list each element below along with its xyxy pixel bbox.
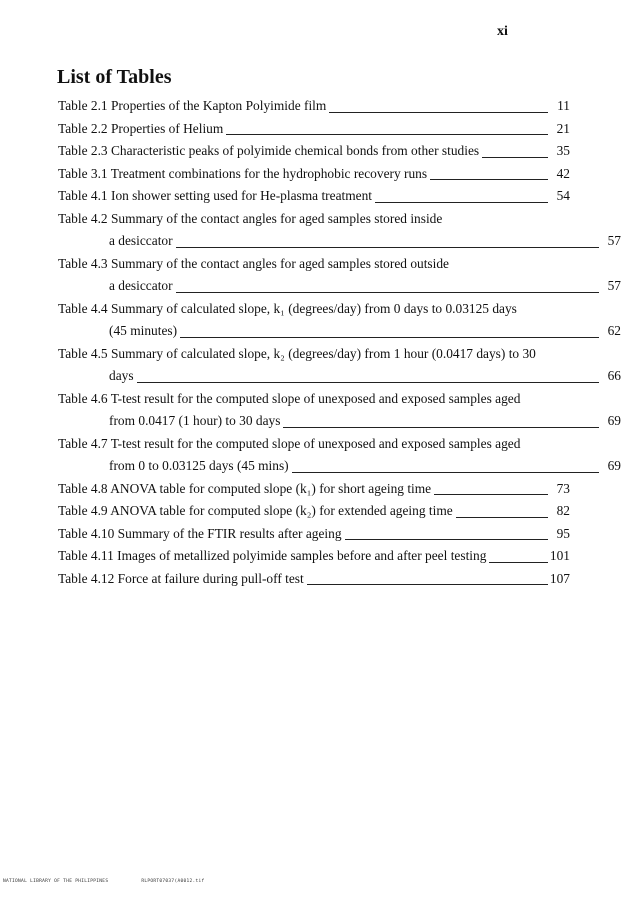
leader-line — [482, 157, 548, 158]
toc-entry-line — [0, 163, 570, 186]
footer-code: RLPORT07037(A0012.tif — [141, 879, 205, 884]
toc-entry-title: Table 4.4 Summary of calculated slope, k₁ (degrees/day) from 0 days to 0.03125 days — [58, 300, 517, 316]
toc-entry-title: (45 minutes) — [109, 323, 178, 338]
toc-entry-page-number: 42 — [556, 165, 570, 181]
toc-entry-line — [0, 478, 570, 501]
toc-entry-page-number: 35 — [556, 143, 570, 158]
toc-entry-title: Table 2.1 Properties of the Kapton Polyimide film — [58, 98, 327, 113]
toc-entry[interactable] — [0, 388, 637, 433]
toc-entry-title: Table 4.11 Images of metallized polyimide samples before and after peel testing — [58, 548, 487, 563]
leader-line — [180, 337, 599, 338]
toc-entry-title: Table 3.1 Treatment combinations for the hydrophobic recovery runs — [58, 165, 428, 181]
toc-entry-title: days — [109, 368, 134, 383]
toc-entry-title: Table 4.8 ANOVA table for computed slope (k₁) for short ageing time — [58, 480, 432, 496]
toc-entry-line — [0, 433, 637, 456]
list-of-tables — [0, 95, 637, 590]
toc-entry[interactable] — [0, 433, 637, 478]
toc-entry-line — [0, 140, 570, 163]
toc-entry-title: a desiccator — [109, 278, 173, 293]
toc-entry[interactable] — [0, 298, 637, 343]
leader-line — [375, 202, 548, 203]
toc-entry[interactable] — [0, 523, 637, 546]
toc-entry-page-number: 107 — [549, 570, 570, 586]
toc-entry-title: Table 2.3 Characteristic peaks of polyimide chemical bonds from other studies — [58, 143, 480, 158]
leader-line — [434, 494, 548, 495]
toc-entry[interactable] — [0, 95, 637, 118]
toc-entry-title: from 0 to 0.03125 days (45 mins) — [109, 458, 289, 473]
toc-entry[interactable] — [0, 118, 637, 141]
toc-entry-title: Table 4.1 Ion shower setting used for He-plasma treatment — [58, 188, 373, 203]
toc-entry-continuation — [0, 455, 621, 478]
toc-entry-page-number: 62 — [607, 323, 621, 338]
toc-entry[interactable] — [0, 140, 637, 163]
page-title: List of Tables — [57, 66, 172, 88]
toc-entry-page-number: 54 — [556, 188, 570, 203]
leader-line — [283, 427, 599, 428]
toc-entry-title: Table 4.12 Force at failure during pull-off test — [58, 570, 304, 586]
toc-entry-line — [0, 95, 570, 118]
leader-line — [137, 382, 599, 383]
toc-entry-line — [0, 545, 570, 568]
leader-line — [176, 292, 599, 293]
toc-entry-title: Table 4.3 Summary of the contact angles for aged samples stored outside — [58, 255, 450, 271]
toc-entry-title: from 0.0417 (1 hour) to 30 days — [109, 413, 281, 428]
leader-line — [292, 472, 599, 473]
toc-entry-line — [0, 253, 637, 276]
toc-entry-page-number: 95 — [556, 525, 570, 541]
toc-entry-page-number: 11 — [557, 98, 570, 113]
toc-entry-title: Table 4.9 ANOVA table for computed slope (k₂) for extended ageing time — [58, 503, 453, 518]
toc-entry-title: a desiccator — [109, 233, 173, 248]
leader-line — [456, 517, 548, 518]
toc-entry[interactable] — [0, 343, 637, 388]
leader-line — [345, 539, 548, 540]
leader-line — [307, 584, 548, 585]
toc-entry[interactable] — [0, 478, 637, 501]
toc-entry-title: Table 2.2 Properties of Helium — [58, 120, 224, 136]
toc-entry-title: Table 4.2 Summary of the contact angles for aged samples stored inside — [58, 210, 443, 226]
toc-entry-title: Table 4.7 T-test result for the computed slope of unexposed and exposed samples aged — [58, 435, 521, 451]
toc-entry-line — [0, 388, 637, 411]
toc-entry-page-number: 21 — [556, 120, 570, 136]
leader-line — [430, 179, 548, 180]
toc-entry-line — [0, 500, 570, 523]
page-number: xi — [497, 24, 508, 39]
toc-entry-line — [0, 523, 570, 546]
toc-entry[interactable] — [0, 568, 637, 591]
toc-entry-page-number: 69 — [607, 413, 621, 428]
toc-entry-continuation — [0, 365, 621, 388]
toc-entry-line — [0, 208, 637, 231]
toc-entry-line — [0, 185, 570, 208]
leader-line — [226, 134, 548, 135]
toc-entry-continuation — [0, 320, 621, 343]
toc-entry-line — [0, 343, 637, 366]
toc-entry-continuation — [0, 230, 621, 253]
leader-line — [329, 112, 548, 113]
scan-footer — [3, 879, 235, 884]
toc-entry[interactable] — [0, 185, 637, 208]
toc-entry-line — [0, 118, 570, 141]
toc-entry[interactable] — [0, 545, 637, 568]
toc-entry-page-number: 101 — [549, 548, 570, 563]
toc-entry-page-number: 82 — [556, 503, 570, 518]
toc-entry-page-number: 66 — [607, 368, 621, 383]
toc-entry-page-number: 73 — [556, 480, 570, 496]
toc-entry-title: Table 4.10 Summary of the FTIR results after ageing — [58, 525, 342, 541]
toc-entry-continuation — [0, 410, 621, 433]
toc-entry-title: Table 4.5 Summary of calculated slope, k₂ (degrees/day) from 1 hour (0.0417 days) to 30 — [58, 345, 536, 361]
footer-library: NATIONAL LIBRARY OF THE PHILIPPINES — [3, 879, 109, 884]
toc-entry-page-number: 57 — [607, 233, 621, 248]
toc-entry-page-number: 69 — [607, 458, 621, 473]
toc-entry[interactable] — [0, 163, 637, 186]
toc-entry[interactable] — [0, 208, 637, 253]
toc-entry-continuation — [0, 275, 621, 298]
toc-entry-page-number: 57 — [607, 278, 621, 293]
toc-entry-line — [0, 568, 570, 591]
leader-line — [489, 562, 548, 563]
toc-entry[interactable] — [0, 253, 637, 298]
toc-entry[interactable] — [0, 500, 637, 523]
toc-entry-line — [0, 298, 637, 321]
toc-entry-title: Table 4.6 T-test result for the computed slope of unexposed and exposed samples aged — [58, 390, 521, 406]
leader-line — [176, 247, 599, 248]
